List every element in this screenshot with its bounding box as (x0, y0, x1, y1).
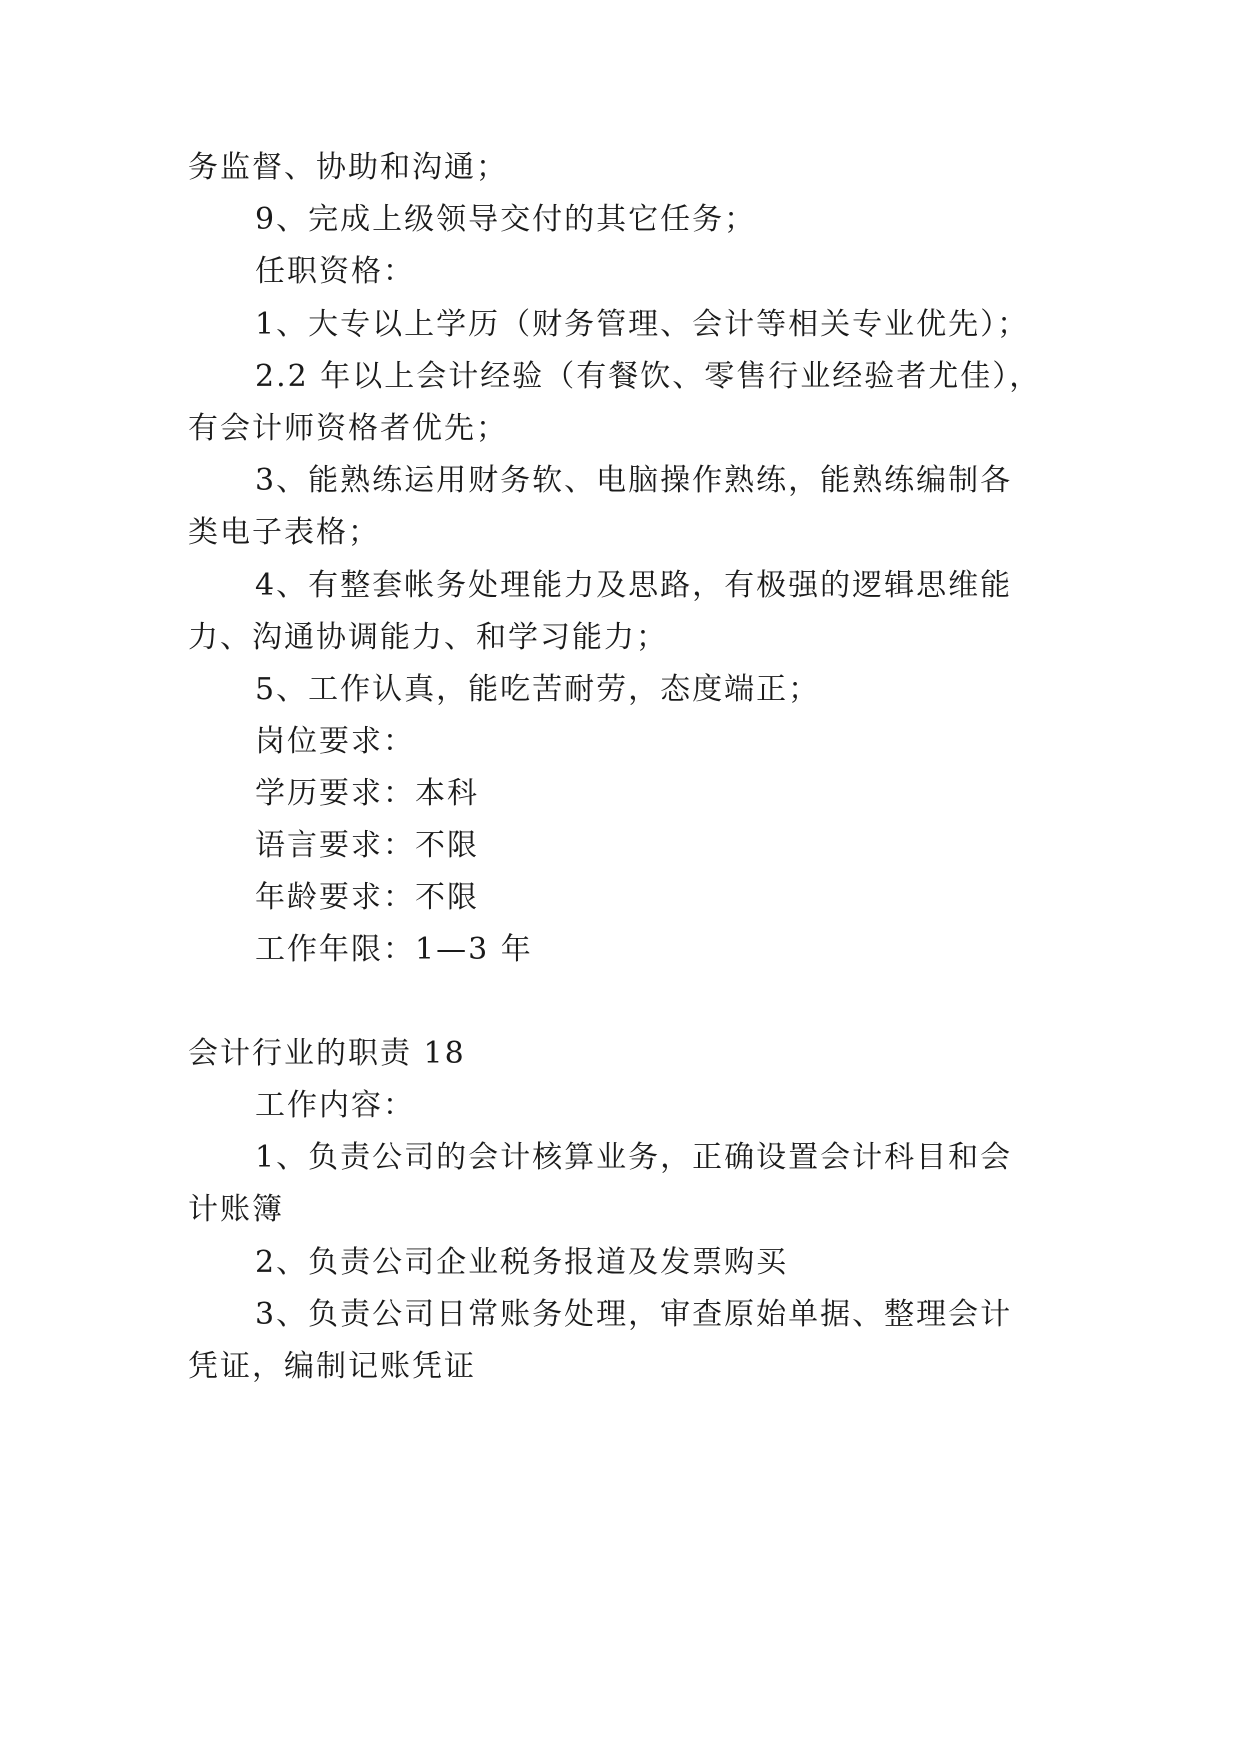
text-line: 1、负责公司的会计核算业务，正确设置会计科目和会 (255, 1140, 1013, 1175)
text-line: 5、工作认真，能吃苦耐劳，态度端正； (255, 672, 821, 707)
text-line: 凭证，编制记账凭证 (188, 1349, 476, 1384)
text-line: 4、有整套帐务处理能力及思路，有极强的逻辑思维能 (255, 568, 1013, 603)
text-line: 学历要求：本科 (255, 776, 479, 811)
text-line: 2.2 年以上会计经验（有餐饮、零售行业经验者尤佳）， (255, 359, 1042, 394)
text-line: 2、负责公司企业税务报道及发票购买 (255, 1245, 789, 1280)
text-line: 3、能熟练运用财务软、电脑操作熟练，能熟练编制各 (255, 463, 1013, 498)
text-line: 力、沟通协调能力、和学习能力； (188, 620, 668, 655)
document-title: 会计行业的职责 18 (188, 1036, 466, 1071)
section-heading: 岗位要求： (255, 724, 415, 759)
text-line: 9、完成上级领导交付的其它任务； (255, 202, 757, 237)
text-line: 工作年限：1—3 年 (255, 932, 533, 967)
text-line: 语言要求：不限 (255, 828, 479, 863)
section-heading: 任职资格： (255, 254, 415, 289)
text-line: 3、负责公司日常账务处理，审查原始单据、整理会计 (255, 1297, 1013, 1332)
text-line: 有会计师资格者优先； (188, 411, 508, 446)
text-line: 务监督、协助和沟通； (188, 150, 508, 185)
text-line: 类电子表格； (188, 515, 380, 550)
text-line: 1、大专以上学历（财务管理、会计等相关专业优先）； (255, 307, 1030, 342)
text-line: 年龄要求：不限 (255, 880, 479, 915)
text-line: 计账簿 (188, 1192, 284, 1227)
section-heading: 工作内容： (255, 1088, 415, 1123)
